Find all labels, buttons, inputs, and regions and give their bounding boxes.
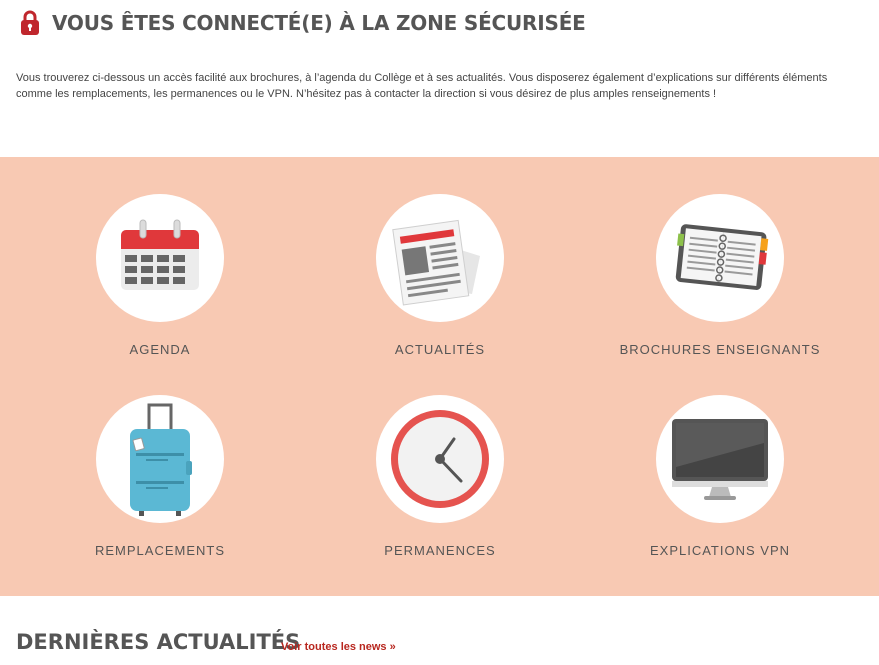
- tile-permanences-circle: [376, 395, 504, 523]
- tile-actualites[interactable]: [320, 194, 560, 357]
- intro-text: Vous trouverez ci-dessous un accès facilité aux brochures, à l’agenda du Collège et à ses actualités. Vous disposerez également d’explications sur différents éléments comme les remplacements, les permanences ou le VPN. N’hésitez pas à contacter la direction si vous désirez de plus amples renseignements !: [16, 72, 828, 100]
- tile-remplacements[interactable]: [40, 395, 280, 558]
- news-section-title: DERNIÈRES ACTUALITÉS: [16, 630, 301, 654]
- tile-remplacements-circle: [96, 395, 224, 523]
- notebook-icon: [656, 194, 784, 322]
- tile-agenda[interactable]: [40, 194, 280, 357]
- tile-agenda-label: AGENDA: [129, 342, 191, 357]
- tile-brochures-circle: [656, 194, 784, 322]
- see-all-news-link[interactable]: Voir toutes les news »: [281, 641, 396, 653]
- tile-vpn-label: EXPLICATIONS VPN: [649, 543, 790, 558]
- page-header: [20, 9, 586, 37]
- calendar-icon: [96, 194, 224, 322]
- quick-links-panel: [0, 157, 879, 596]
- tile-brochures[interactable]: [600, 194, 840, 357]
- tile-permanences[interactable]: [320, 395, 560, 558]
- tile-vpn-circle: [656, 395, 784, 523]
- tile-actualites-label: ACTUALITÉS: [394, 342, 486, 357]
- monitor-icon: [656, 395, 784, 523]
- tile-brochures-label: BROCHURES ENSEIGNANTS: [619, 342, 821, 357]
- newspaper-icon: [376, 194, 504, 322]
- tile-actualites-circle: [376, 194, 504, 322]
- suitcase-icon: [96, 395, 224, 523]
- tile-remplacements-label: REMPLACEMENTS: [94, 543, 226, 558]
- tile-vpn[interactable]: [600, 395, 840, 558]
- clock-icon: [376, 395, 504, 523]
- tile-permanences-label: PERMANENCES: [384, 543, 496, 558]
- tile-agenda-circle: [96, 194, 224, 322]
- page-title: VOUS ÊTES CONNECTÉ(E) À LA ZONE SÉCURISÉE: [52, 11, 586, 35]
- lock-icon: [20, 10, 40, 36]
